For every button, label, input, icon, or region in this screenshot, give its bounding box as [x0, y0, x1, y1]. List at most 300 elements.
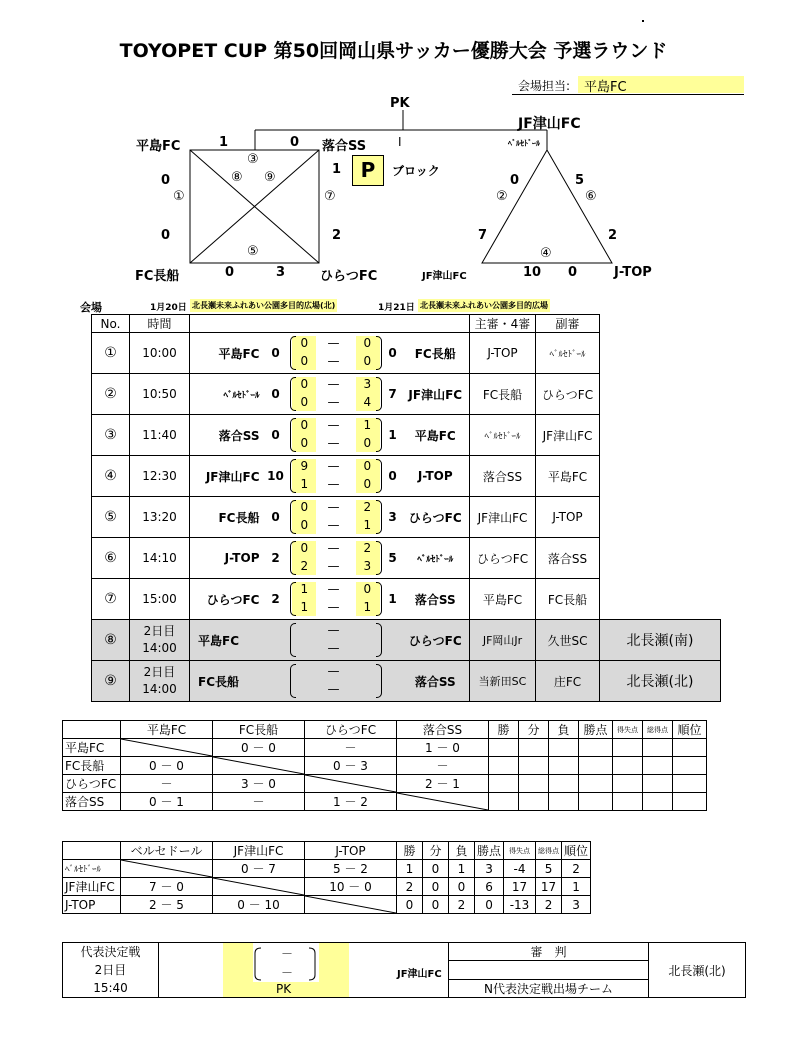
col-header: 得失点	[504, 842, 536, 860]
home-score: 2	[264, 579, 288, 620]
final-team: JF津山FC	[397, 969, 442, 980]
home-score: 0	[264, 415, 288, 456]
stat-l: 2	[449, 896, 475, 914]
head-to-head-result: 5 － 2	[305, 860, 397, 878]
bracket-left	[290, 541, 296, 575]
schedule-row	[92, 374, 721, 415]
diagonal-cell	[305, 775, 397, 793]
half-scores	[288, 579, 384, 620]
diagonal-cell	[121, 739, 213, 757]
away-score: 1	[384, 415, 402, 456]
corner-cell	[63, 721, 121, 739]
diagonal-line	[305, 775, 396, 792]
team-name: ﾍﾞﾙｾﾄﾞｰﾙ	[63, 860, 121, 878]
bracket-right	[376, 336, 382, 370]
match-number: ②	[92, 374, 130, 415]
stat-cell	[519, 739, 549, 757]
bracket-left	[290, 418, 296, 452]
team-name: J-TOP	[63, 896, 121, 914]
score-grid	[288, 374, 384, 414]
home-team: ﾍﾞﾙｾﾄﾞｰﾙ	[190, 374, 264, 415]
bracket-right	[376, 377, 382, 411]
referee: FC長船	[470, 374, 536, 415]
home-first-half: 0	[300, 541, 309, 555]
assistant-referee: FC長船	[536, 579, 600, 620]
stat-d: 0	[423, 878, 449, 896]
stat-d: 0	[423, 896, 449, 914]
match-time: 15:00	[130, 579, 190, 620]
dash-icon: —	[327, 582, 340, 596]
spacer	[264, 620, 288, 661]
away-first-half: 1	[363, 418, 372, 432]
empty-venue	[600, 579, 721, 620]
header-match	[190, 315, 470, 333]
match-time: 11:40	[130, 415, 190, 456]
home-team: 平島FC	[190, 620, 264, 661]
match-number: ④	[540, 246, 552, 261]
stat-w: 0	[397, 896, 423, 914]
day2-place: 北長瀬未来ふれあい公園多目的広場	[420, 301, 548, 310]
head-to-head-result: 1 － 2	[305, 793, 397, 811]
match-day-time	[130, 661, 190, 702]
match-number: ③	[92, 415, 130, 456]
away-team: J-TOP	[402, 456, 470, 497]
match-number: ⑥	[92, 538, 130, 579]
stat-cell	[613, 757, 643, 775]
col-header: ひらつFC	[305, 721, 397, 739]
away-score: 5	[384, 538, 402, 579]
away-first-half: 3	[363, 377, 372, 391]
dash-icon: —	[327, 623, 340, 637]
match-day: 2日目	[143, 665, 176, 679]
score: 0	[161, 228, 171, 243]
away-first-half: 0	[363, 459, 372, 473]
standings-row	[63, 860, 591, 878]
score-grid	[288, 579, 384, 619]
score: 7	[478, 228, 488, 243]
away-first-half: 2	[363, 500, 372, 514]
team-name: 落合SS	[63, 793, 121, 811]
dash-icon: —	[327, 459, 340, 473]
match-number: ⑤	[92, 497, 130, 538]
stat-l: 1	[449, 860, 475, 878]
home-score: 0	[264, 374, 288, 415]
assistant-referee: JF津山FC	[536, 415, 600, 456]
half-scores	[288, 456, 384, 497]
away-team: 落合SS	[402, 579, 470, 620]
match-number: ⑨	[264, 170, 276, 185]
diagonal-cell	[121, 860, 213, 878]
venue-value: 平島FC	[584, 80, 627, 95]
stat-l: 0	[449, 878, 475, 896]
final-time: 15:40	[63, 979, 159, 997]
final-team-label: N代表決定戦出場チーム	[449, 979, 649, 997]
match-number: ④	[92, 456, 130, 497]
match-time: 13:20	[130, 497, 190, 538]
schedule-row	[92, 497, 721, 538]
stat-cell	[549, 757, 579, 775]
bracket-right	[307, 947, 317, 981]
match-number: ⑦	[92, 579, 130, 620]
stat-cell	[489, 793, 519, 811]
away-second-half: 0	[363, 477, 372, 491]
head-to-head-result: 10 － 0	[305, 878, 397, 896]
match-number: ②	[496, 189, 508, 204]
schedule-row	[92, 333, 721, 374]
col-header: 勝	[489, 721, 519, 739]
day2-date: 1月21日	[378, 303, 415, 313]
standings-row	[63, 775, 707, 793]
dash-icon: —	[327, 518, 340, 532]
empty-venue	[600, 374, 721, 415]
score: 5	[575, 173, 585, 188]
team-bottom-left: FC長船	[135, 269, 180, 284]
away-team: JF津山FC	[402, 374, 470, 415]
half-scores	[288, 497, 384, 538]
stat-gd: 17	[504, 878, 536, 896]
match-time: 14:00	[142, 641, 177, 655]
corner-cell	[63, 842, 121, 860]
away-score: 7	[384, 374, 402, 415]
home-team: J-TOP	[190, 538, 264, 579]
bracket-left	[290, 377, 296, 411]
referee: ひらつFC	[470, 538, 536, 579]
team-top-left: 平島FC	[136, 139, 181, 154]
referee: J-TOP	[470, 333, 536, 374]
standings-row	[63, 793, 707, 811]
standings-table-2	[62, 841, 591, 914]
schedule-row	[92, 538, 721, 579]
dash-icon: —	[327, 541, 340, 555]
final-dash: －	[281, 947, 294, 961]
head-to-head-result: －	[121, 775, 213, 793]
home-first-half: 0	[300, 418, 309, 432]
match-number: ①	[92, 333, 130, 374]
stat-pts: 0	[475, 896, 504, 914]
home-second-half: 0	[300, 518, 309, 532]
away-team: ひらつFC	[402, 620, 470, 661]
match-time: 10:50	[130, 374, 190, 415]
match-day: 2日目	[143, 624, 176, 638]
score: 3	[276, 265, 286, 280]
head-to-head-result: 7 － 0	[121, 878, 213, 896]
score-grid	[288, 497, 384, 537]
empty-venue	[600, 415, 721, 456]
match-time: 12:30	[130, 456, 190, 497]
stat-rank: 1	[562, 878, 591, 896]
away-second-half: 0	[363, 354, 372, 368]
score: 0	[290, 135, 300, 150]
match-number: ⑧	[231, 170, 243, 185]
half-scores	[288, 333, 384, 374]
dash-icon: —	[327, 682, 340, 696]
head-to-head-result: －	[397, 757, 489, 775]
dash-icon: —	[327, 336, 340, 350]
spacer	[264, 661, 288, 702]
team-name: FC長船	[63, 757, 121, 775]
head-to-head-result: －	[213, 793, 305, 811]
stat-pts: 3	[475, 860, 504, 878]
header-assistant: 副審	[536, 315, 600, 333]
score-grid	[288, 538, 384, 578]
venue-label: 会場担当:	[518, 79, 571, 93]
empty-venue	[600, 333, 721, 374]
referee: JF岡山Jr	[470, 620, 536, 661]
assistant-referee: 落合SS	[536, 538, 600, 579]
dash-icon: —	[327, 354, 340, 368]
half-scores	[288, 538, 384, 579]
home-first-half: 9	[300, 459, 309, 473]
match-venue: 北長瀬(北)	[600, 661, 721, 702]
standings-table-1	[62, 720, 707, 811]
home-score: 10	[264, 456, 288, 497]
referee: ﾍﾞﾙｾﾄﾞｰﾙ	[470, 415, 536, 456]
final-dash: －	[281, 966, 294, 980]
bracket-left	[290, 500, 296, 534]
away-team: 平島FC	[402, 415, 470, 456]
col-header: 勝点	[475, 842, 504, 860]
referee: 当新田SC	[470, 661, 536, 702]
home-score: 0	[264, 333, 288, 374]
stat-cell	[579, 739, 613, 757]
stat-cell	[643, 793, 673, 811]
away-first-half: 0	[363, 336, 372, 350]
stat-rank: 2	[562, 860, 591, 878]
dash-icon: —	[327, 395, 340, 409]
head-to-head-result: 3 － 0	[213, 775, 305, 793]
dash-icon: —	[327, 641, 340, 655]
stat-cell	[643, 775, 673, 793]
home-second-half: 0	[300, 354, 309, 368]
stat-cell	[549, 793, 579, 811]
stat-cell	[489, 739, 519, 757]
bracket-right	[376, 500, 382, 534]
stat-gf: 2	[536, 896, 562, 914]
bracket-right	[376, 664, 382, 698]
head-to-head-result: 2 － 1	[397, 775, 489, 793]
stat-gf: 17	[536, 878, 562, 896]
standings-row	[63, 757, 707, 775]
home-first-half: 0	[300, 377, 309, 391]
diagonal-line	[121, 739, 212, 756]
home-team: FC長船	[190, 497, 264, 538]
away-score: 0	[384, 456, 402, 497]
away-score: 3	[384, 497, 402, 538]
home-second-half: 0	[300, 436, 309, 450]
pk-team: JF津山FC	[518, 116, 581, 132]
schedule-table	[91, 314, 721, 702]
block-letter: P	[352, 155, 384, 186]
half-scores	[288, 620, 384, 661]
block-label: ブロック	[392, 164, 440, 178]
stat-cell	[673, 739, 707, 757]
referee: 落合SS	[470, 456, 536, 497]
header-time: 時間	[130, 315, 190, 333]
assistant-referee: 久世SC	[536, 620, 600, 661]
triangle-bottom-right-team: J-TOP	[614, 265, 652, 280]
head-to-head-result: 0 － 1	[121, 793, 213, 811]
half-scores	[288, 374, 384, 415]
match-number: ⑦	[324, 189, 336, 204]
final-venue: 北長瀬(北)	[649, 943, 746, 998]
home-team: 落合SS	[190, 415, 264, 456]
away-first-half: 2	[363, 541, 372, 555]
empty-venue	[600, 538, 721, 579]
home-second-half: 2	[300, 559, 309, 573]
head-to-head-result: 2 － 5	[121, 896, 213, 914]
match-number: ①	[173, 189, 185, 204]
day1-date: 1月20日	[150, 303, 187, 313]
bracket-left	[290, 623, 296, 657]
stat-cell	[673, 775, 707, 793]
referee: JF津山FC	[470, 497, 536, 538]
triangle-top-team: ﾍﾞﾙｾﾄﾞｰﾙ	[508, 139, 540, 148]
home-team: JF津山FC	[190, 456, 264, 497]
spacer	[384, 620, 402, 661]
venue-header-label: 会場	[80, 301, 102, 314]
col-header: 順位	[562, 842, 591, 860]
referee: 平島FC	[470, 579, 536, 620]
bracket-diagram	[0, 0, 787, 300]
stat-cell	[549, 775, 579, 793]
team-name: JF津山FC	[63, 878, 121, 896]
score: 2	[332, 228, 342, 243]
schedule-row-day2	[92, 661, 721, 702]
stat-cell	[519, 793, 549, 811]
bracket-right	[376, 459, 382, 493]
away-second-half: 3	[363, 559, 372, 573]
away-first-half: 0	[363, 582, 372, 596]
stat-w: 1	[397, 860, 423, 878]
diagonal-cell	[213, 878, 305, 896]
diagonal-cell	[397, 793, 489, 811]
home-second-half: 1	[300, 600, 309, 614]
head-to-head-result: 0 － 7	[213, 860, 305, 878]
stat-cell	[613, 775, 643, 793]
stat-cell	[643, 739, 673, 757]
col-header: 落合SS	[397, 721, 489, 739]
col-header: 分	[423, 842, 449, 860]
head-to-head-result: 1 － 0	[397, 739, 489, 757]
stat-cell	[489, 775, 519, 793]
col-header: 勝	[397, 842, 423, 860]
dash-icon: —	[327, 436, 340, 450]
stat-cell	[489, 757, 519, 775]
half-scores	[288, 415, 384, 456]
head-to-head-result: 0 － 10	[213, 896, 305, 914]
score: 0	[225, 265, 235, 280]
score: 10	[523, 265, 542, 280]
match-number: ⑤	[247, 244, 259, 259]
stat-cell	[579, 775, 613, 793]
home-team: FC長船	[190, 661, 264, 702]
away-score: 0	[384, 333, 402, 374]
score-grid	[288, 333, 384, 373]
away-team: FC長船	[402, 333, 470, 374]
team-name: 平島FC	[63, 739, 121, 757]
final-score-area	[159, 943, 449, 998]
home-first-half: 0	[300, 336, 309, 350]
diagonal-line	[397, 793, 488, 810]
col-header: 負	[449, 842, 475, 860]
final-referee-blank	[449, 961, 649, 979]
diagonal-line	[121, 860, 212, 877]
col-header: JF津山FC	[213, 842, 305, 860]
standings-row	[63, 739, 707, 757]
schedule-row-day2	[92, 620, 721, 661]
head-to-head-result: 0 － 3	[305, 757, 397, 775]
score-grid	[288, 456, 384, 496]
dash-icon: —	[327, 377, 340, 391]
assistant-referee: 庄FC	[536, 661, 600, 702]
col-header: 負	[549, 721, 579, 739]
final-label: 代表決定戦	[63, 943, 159, 961]
final-day: 2日目	[63, 961, 159, 979]
col-header: 平島FC	[121, 721, 213, 739]
home-score: 2	[264, 538, 288, 579]
match-number: ③	[247, 152, 259, 167]
stat-w: 2	[397, 878, 423, 896]
team-bottom-right: ひらつFC	[320, 269, 378, 284]
page-title: TOYOPET CUP 第50回岡山県サッカー優勝大会 予選ラウンド	[119, 40, 668, 62]
triangle-bottom-left-team: JF津山FC	[422, 271, 467, 282]
bracket-right	[376, 582, 382, 616]
standings-row	[63, 896, 591, 914]
stat-cell	[579, 793, 613, 811]
standings-row	[63, 878, 591, 896]
dash-icon: —	[327, 664, 340, 678]
assistant-referee: 平島FC	[536, 456, 600, 497]
diagonal-cell	[213, 757, 305, 775]
col-header: 総得点	[536, 842, 562, 860]
stat-cell	[579, 757, 613, 775]
score-grid	[288, 620, 384, 660]
head-to-head-result: －	[305, 739, 397, 757]
spacer	[384, 661, 402, 702]
match-number: ⑥	[585, 189, 597, 204]
stat-cell	[519, 757, 549, 775]
final-pk: PK	[276, 982, 292, 996]
home-first-half: 1	[300, 582, 309, 596]
team-top-right: 落合SS	[322, 139, 367, 154]
stat-cell	[549, 739, 579, 757]
home-team: 平島FC	[190, 333, 264, 374]
score: 2	[608, 228, 618, 243]
diagonal-line	[305, 896, 396, 913]
assistant-referee: ﾍﾞﾙｾﾄﾞｰﾙ	[536, 333, 600, 374]
dash-icon: —	[327, 418, 340, 432]
bracket-left	[290, 582, 296, 616]
home-first-half: 0	[300, 500, 309, 514]
home-second-half: 0	[300, 395, 309, 409]
stat-rank: 3	[562, 896, 591, 914]
stat-cell	[519, 775, 549, 793]
half-scores	[288, 661, 384, 702]
away-second-half: 4	[363, 395, 372, 409]
col-header: 順位	[673, 721, 707, 739]
stat-gd: -13	[504, 896, 536, 914]
match-time: 14:10	[130, 538, 190, 579]
stat-pts: 6	[475, 878, 504, 896]
match-day-time	[130, 620, 190, 661]
away-team: 落合SS	[402, 661, 470, 702]
dash-icon: —	[327, 600, 340, 614]
match-number: ⑧	[92, 620, 130, 661]
col-header: FC長船	[213, 721, 305, 739]
bracket-right	[376, 418, 382, 452]
day1-place: 北長瀬未来ふれあい公園多目的広場(北)	[192, 301, 336, 310]
schedule-row	[92, 579, 721, 620]
